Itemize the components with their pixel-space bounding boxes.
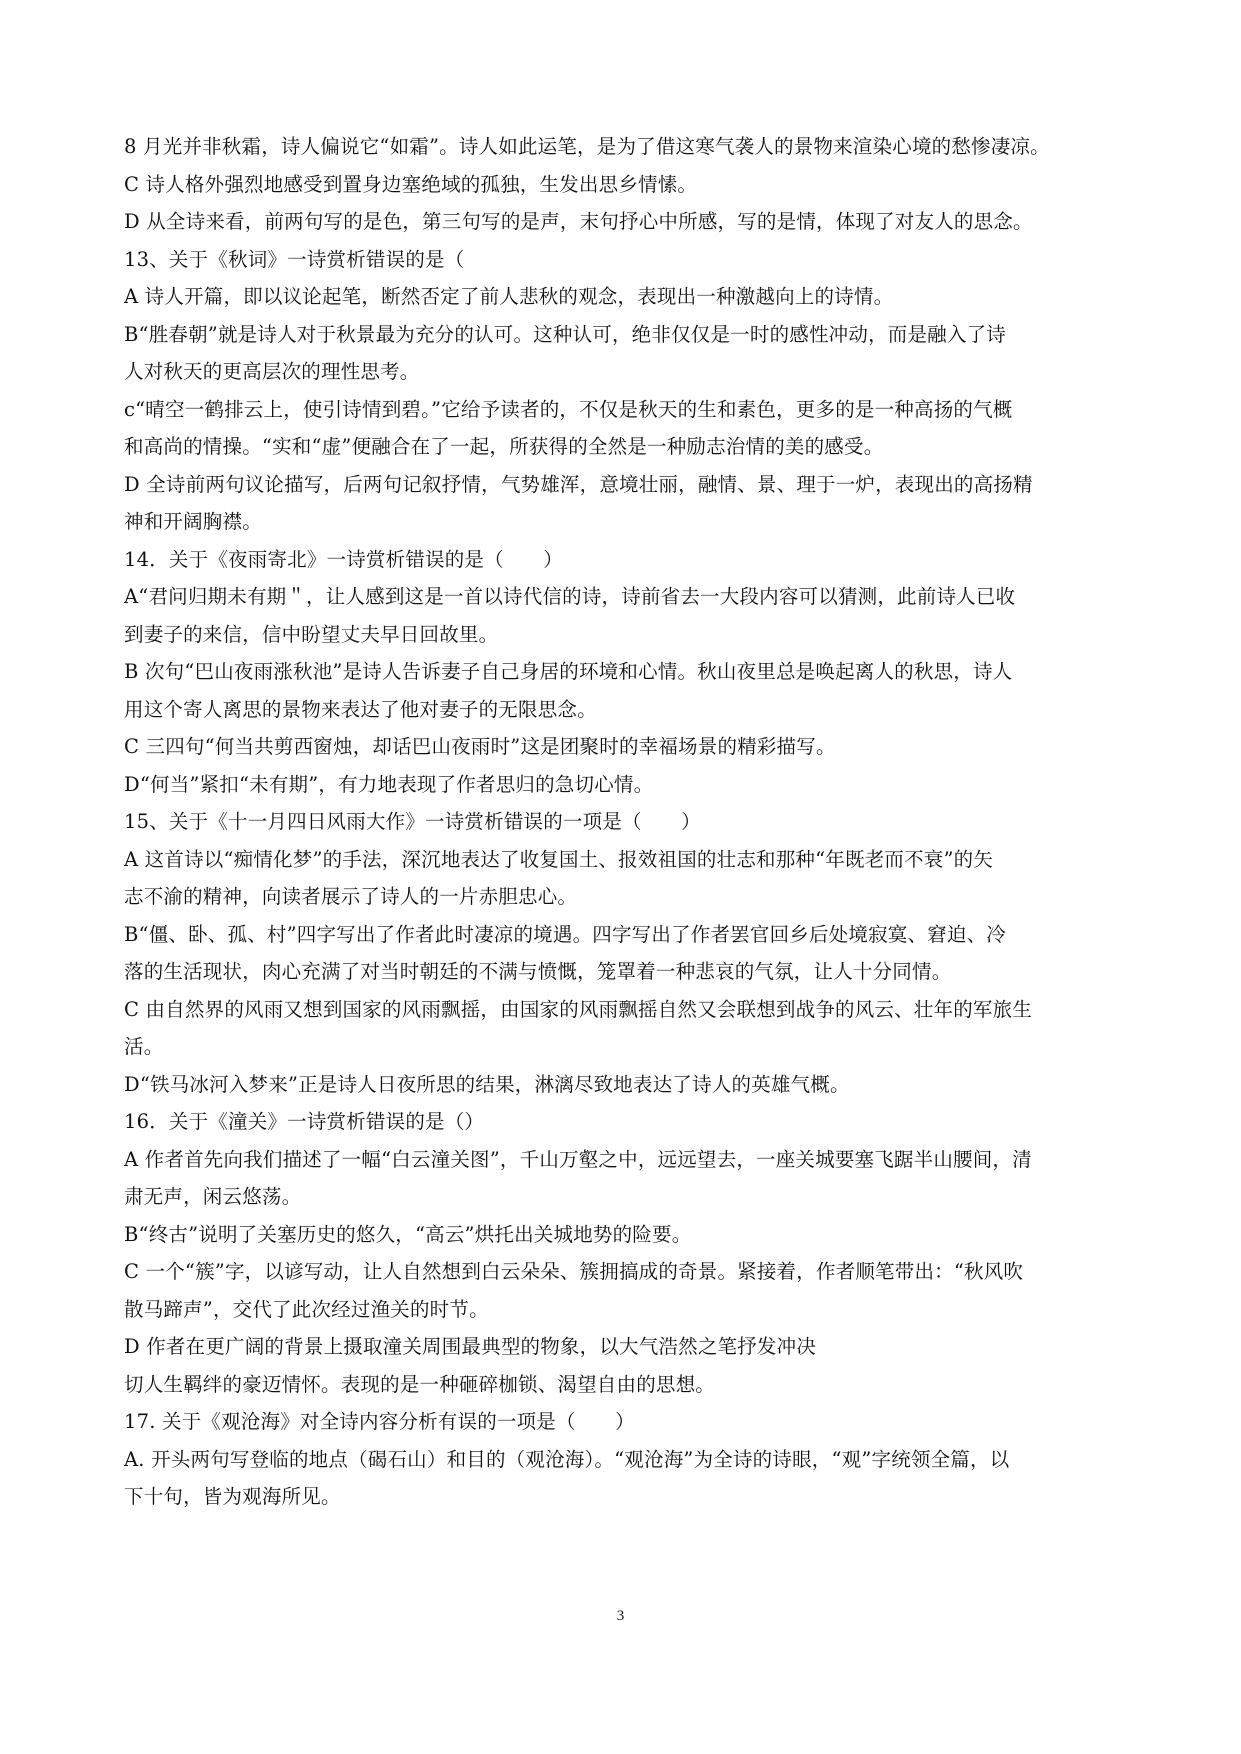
text-line: D 作者在更广阔的背景上摄取潼关周围最典型的物象，以大气浩然之笔抒发冲决 [124, 1335, 817, 1358]
text-line: 切人生羁绊的豪迈情怀。表现的是一种砸碎枷锁、渴望自由的思想。 [124, 1372, 716, 1396]
text-line: C 由自然界的风雨又想到国家的风雨飘摇，由国家的风雨飘摇自然又会联想到战争的风云、壮年的军旅生 [124, 997, 1033, 1021]
question-heading: 16．关于《潼关》一诗赏析错误的是（） [124, 1110, 485, 1133]
text-line: B“胜春朝”就是诗人对于秋景最为充分的认可。这种认可，绝非仅仅是一时的感性冲动，而是融入了诗 [124, 322, 1006, 346]
text-line: 肃无声，闲云悠荡。 [124, 1185, 302, 1208]
question-heading: 17. 关于《观沧海》对全诗内容分析有误的一项是（ ） [124, 1410, 635, 1433]
text-line: D“何当”紧扣“未有期”，有力地表现了作者思归的急切心情。 [124, 772, 654, 796]
question-heading: 13、关于《秋词》一诗赏析错误的是（ [124, 247, 465, 271]
text-line: A 诗人开篇，即以议论起笔，断然否定了前人悲秋的观念，表现出一种激越向上的诗情。 [124, 285, 894, 308]
text-line: 到妻子的来信，信中盼望丈夫早日回故里。 [124, 622, 499, 646]
text-line: D“铁马冰河入梦来”正是诗人日夜所思的结果，淋漓尽致地表达了诗人的英雄气概。 [124, 1072, 850, 1096]
text-line: 和高尚的情操。“实和“虚”便融合在了一起，所获得的全然是一种励志治情的美的感受。 [124, 435, 884, 458]
text-line: 志不渝的精神，向读者展示了诗人的一片赤胆忠心。 [124, 885, 578, 908]
text-line: 散马蹄声”，交代了此次经过渔关的时节。 [124, 1297, 489, 1321]
text-line: c“晴空一鹤排云上，使引诗情到碧。”它给予读者的，不仅是秋天的生和素色，更多的是一种高扬的气概 [124, 397, 1013, 421]
text-line: 活。 [124, 1035, 164, 1058]
text-line: B 次句“巴山夜雨涨秋池”是诗人告诉妻子自己身居的环境和心情。秋山夜里总是唤起离人的秋思，诗人 [124, 660, 1013, 683]
question-heading: 14．关于《夜雨寄北》一诗赏析错误的是（ ） [124, 547, 563, 571]
text-line: 落的生活现状，肉心充满了对当时朝廷的不满与愤慨，笼罩着一种悲哀的气氛，让人十分同情。 [124, 960, 952, 983]
text-line: A“君问归期未有期＂，让人感到这是一首以诗代信的诗，诗前省去一大段内容可以猜测，此前诗人已收 [124, 585, 1016, 608]
text-line: 下十句，皆为观海所见。 [124, 1485, 341, 1508]
text-line: C 三四句“何当共剪西窗烛，却话巴山夜雨时”这是团聚时的幸福场景的精彩描写。 [124, 735, 836, 758]
text-line: A 这首诗以“痴情化梦”的手法，深沉地表达了收复国土、报效祖国的壮志和那种“年既老而不衰”的矢 [124, 847, 994, 871]
text-line: A 作者首先向我们描述了一幅“白云潼关图”，千山万壑之中，远远望去，一座关城要塞飞踞半山腰间，清 [124, 1147, 1032, 1171]
text-line: D 全诗前两句议论描写，后两句记叙抒情，气势雄浑，意境壮丽，融情、景、理于一炉，表现出的高扬精 [124, 472, 1033, 496]
text-line: A. 开头两句写登临的地点（碣石山）和目的（观沧海）。“观沧海”为全诗的诗眼，“观”字统领全篇，以 [124, 1447, 1010, 1471]
page-number: 3 [616, 1608, 625, 1624]
text-line: C 一个“簇”字，以谚写动，让人自然想到白云朵朵、簇拥搞成的奇景。紧接着，作者顺笔带出：“秋风吹 [124, 1260, 1024, 1283]
text-line: C 诗人格外强烈地感受到置身边塞绝域的孤独，生发出思乡情愫。 [124, 172, 698, 196]
text-line: B“僵、卧、孤、村”四字写出了作者此时凄凉的境遇。四字写出了作者罢官回乡后处境寂寞、窘迫、冷 [124, 922, 1006, 946]
question-heading: 15、关于《十一月四日风雨大作》一诗赏析错误的一项是（ ） [124, 810, 701, 833]
text-line: 用这个寄人离思的景物来表达了他对妻子的无限思念。 [124, 697, 597, 721]
text-line: D 从全诗来看，前两句写的是色，第三句写的是声，末句抒心中所感，写的是情，体现了对友人的思念。 [124, 210, 1033, 233]
text-line: 人对秋天的更高层次的理性思考。 [124, 360, 420, 383]
text-line: 8 月光并非秋霜，诗人偏说它“如霜”。诗人如此运笔，是为了借这寒气袭人的景物来渲染心境的愁惨凄凉。 [124, 135, 1050, 158]
text-line: B“终古”说明了关塞历史的悠久，“高云”烘托出关城地势的险要。 [124, 1222, 692, 1246]
page-content [124, 128, 1124, 1516]
text-line: 神和开阔胸襟。 [124, 510, 262, 533]
